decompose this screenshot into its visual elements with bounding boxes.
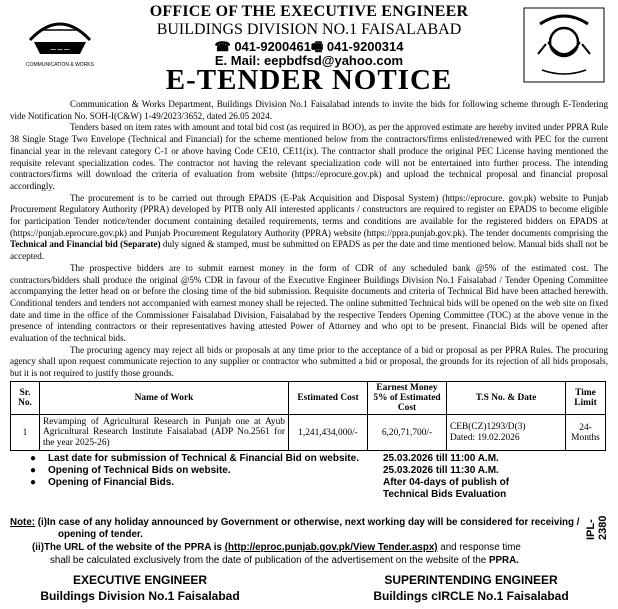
signatory-title: EXECUTIVE ENGINEER <box>72 573 208 587</box>
bullet-icon: ● <box>30 465 37 476</box>
paragraph-intro: Communication & Works Department, Buildings Division No.1 Faisalabad intends to invite the bids for following scheme through E-Tendering vide Notification No. SOH-I(C&W) 1-49/2023/3652, dated 26.05 2024. <box>10 99 608 121</box>
ts-date: Dated: 19.02.2026 <box>450 432 520 443</box>
col-ts: T.S No. & Date <box>447 382 566 415</box>
bullet-icon: ● <box>30 453 37 464</box>
signature-executive-engineer <box>30 572 250 604</box>
signatory-office: Buildings cIRCLE No.1 Faisalabad <box>373 589 569 603</box>
col-sr: Sr. No. <box>11 382 40 415</box>
date-label: Opening of Financial Bids. <box>48 477 175 488</box>
cell-name: Revamping of Agricultural Research in Punjab one at Ayub Agricultural Research Institute Faisalabad (ADP No.2561 for the year 2025-26) <box>40 415 289 451</box>
date-item-technical <box>30 465 231 476</box>
ppra-label: PPRA <box>184 542 212 553</box>
notice-body <box>10 99 608 380</box>
financial-line-1: After 04-days of publish of <box>383 477 510 488</box>
note-2-text: (ii)The URL of the website of the <box>32 542 185 553</box>
paragraph-earnest-money: The prospective bidders are to submit earnest money in the form of CDR of any scheduled bank @5% of the estimated cost. The contractors/bidders shall produce the original @5% CDR in favour of the Executive Engineer Buildings Division No.1 Faisalabad / Tender Opening Committee accompanying the letter head on or before the closing time of the bid submission. Requisite documents and criteria of Technical Bid have been attached herewith. Conditional tenders and tenders not accompanied with earnest money shall be rejected. The online submitted Technical bids will be opened on the web site on fixed date and time in the office of the Commissioner Faisalabad Division, Faisalabad by the respective Tenders Opening Committee (TOC) at the above venue in the presence of intending contractors or their representatives having attested Power of Attorney and who opt to be present. Financial Bids will be opened after evaluation of the technical bids. <box>10 262 608 344</box>
paragraph-procurement <box>10 193 608 263</box>
division-name: BUILDINGS DIVISION NO.1 FAISALABAD <box>156 21 462 38</box>
bid-type-emphasis: Technical and Financial bid (Separate) <box>10 239 161 250</box>
col-cost: Estimated Cost <box>289 382 368 415</box>
paragraph-rejection: The procuring agency may reject all bids or proposals at any time prior to the acceptance of a bid or proposal as per PPRA Rules. The procuring agency shall upon request communicate rejection to any supplier or contractor who submitted a bid or proposal, the grounds for its rejection of all bids proposals, but it is not required to justify those grounds. <box>10 344 608 379</box>
date-label: Opening of Technical Bids on website. <box>48 465 231 476</box>
signatory-office: Buildings Division No.1 Faisalabad <box>40 589 240 603</box>
col-name: Name of Work <box>40 382 289 415</box>
svg-text:~~~: ~~~ <box>49 45 71 54</box>
cell-cost: 1,241,434,000/- <box>289 415 368 451</box>
col-earnest: Earnest Money 5% of Estimated Cost <box>368 382 447 415</box>
note-2-text-end: and response time <box>437 542 521 553</box>
ppra-end-label: PPRA. <box>488 555 519 566</box>
cell-ts <box>447 415 566 451</box>
note-item-2-cont <box>50 555 600 567</box>
notice-title: E-TENDER NOTICE <box>165 64 453 96</box>
note-2-cont-text: shall be calculated exclusively from the date of publication of the advertisement on the website of the <box>50 555 489 566</box>
date-value-technical: 25.03.2026 till 11:30 A.M. <box>383 465 499 476</box>
procurement-text-end: duly signed & stamped, must be submitted on EPADS as per the date and time mentioned below. Manual bids shall not be accepted. <box>10 239 609 262</box>
ipl-code: IPL-2380 <box>585 515 609 540</box>
signatory-title: SUPERINTENDING ENGINEER <box>384 573 558 587</box>
date-item-submission <box>30 453 359 464</box>
note-1-text: (i)In case of any holiday announced by Government or otherwise, next working day will be considered for receiving / <box>37 517 580 528</box>
note-label: Note: <box>10 517 36 528</box>
cell-earnest: 6,20,71,700/- <box>368 415 447 451</box>
date-item-financial <box>30 477 175 488</box>
note-item-1-cont: opening of tender. <box>58 529 143 540</box>
cell-sr: 1 <box>11 415 40 451</box>
note-2-text-mid: is <box>211 542 225 553</box>
ppra-url-link[interactable]: (http://eproc.punjab.gov.pk/View Tender.aspx) <box>224 542 438 553</box>
date-value-financial <box>383 477 509 501</box>
procurement-text: The procurement is to be carried out through EPADS (E-Pak Acquisition and Disposal System) (https://eprocure. gov.pk) website to Punjab Procurement Regulatory Authority (PPRA) developed by PITB only All interested applicants / constructors are required to register on EPADS to become eligible for participation Tender notice/tender document containing detailed requirements, terms and conditions are available for the registered bidders on EPADS at (https://punjab.eprocure.gov.pk) and Punjab Procurement Regulatory Authority (PPRA) website (https://ppra.punjab.gov.pk). The tender documents comprising the <box>10 192 608 238</box>
bullet-icon: ● <box>30 477 37 488</box>
scheme-table <box>10 381 606 451</box>
signature-superintending-engineer <box>336 572 606 604</box>
col-time: Time Limit <box>566 382 606 415</box>
paragraph-eligibility: Tenders based on item rates with amount and total bid cost (as required in BOO), as per the approved estimate are hereby invited under PPRA Rule 38 Single Stage Two Envelope (Technical and Financial) for the scheme mentioned below from the contractors/firms enlisted/renewed with PEC for the current financial year in the relevant category C-1 or above having Code CE10, CE11(ix). The contractor shall produce the original PEC License having mentioned the requisite relevant specialization codes. The contractor not having the relevant specialization code will not be entertained into further process. The intending contractors/firms will download the criteria of evaluation from website (https://eprocure.gov.pk) and upload the technical proposal and financial proposal accordingly. <box>10 122 608 191</box>
table-header-row <box>11 382 606 415</box>
date-value-submission: 25.03.2026 till 11:00 A.M. <box>383 453 499 464</box>
ts-number: CEB(CZ)1293/D(3) <box>450 422 526 432</box>
note-item-1 <box>10 517 590 529</box>
office-title: OFFICE OF THE EXECUTIVE ENGINEER <box>149 3 469 20</box>
table-row <box>11 415 606 451</box>
email-address: E. Mail: eepbdfsd@yahoo.com <box>214 53 404 68</box>
phone-numbers: ☎ 041-9200461🖷 041-9200314 <box>214 39 404 54</box>
note-item-2 <box>32 542 592 554</box>
date-label: Last date for submission of Technical & Financial Bid on website. <box>48 453 359 464</box>
logo-caption: COMMUNICATION & WORKS <box>26 62 94 68</box>
financial-line-2: Technical Bids Evaluation <box>383 489 507 500</box>
cell-time: 24-Months <box>566 415 606 451</box>
